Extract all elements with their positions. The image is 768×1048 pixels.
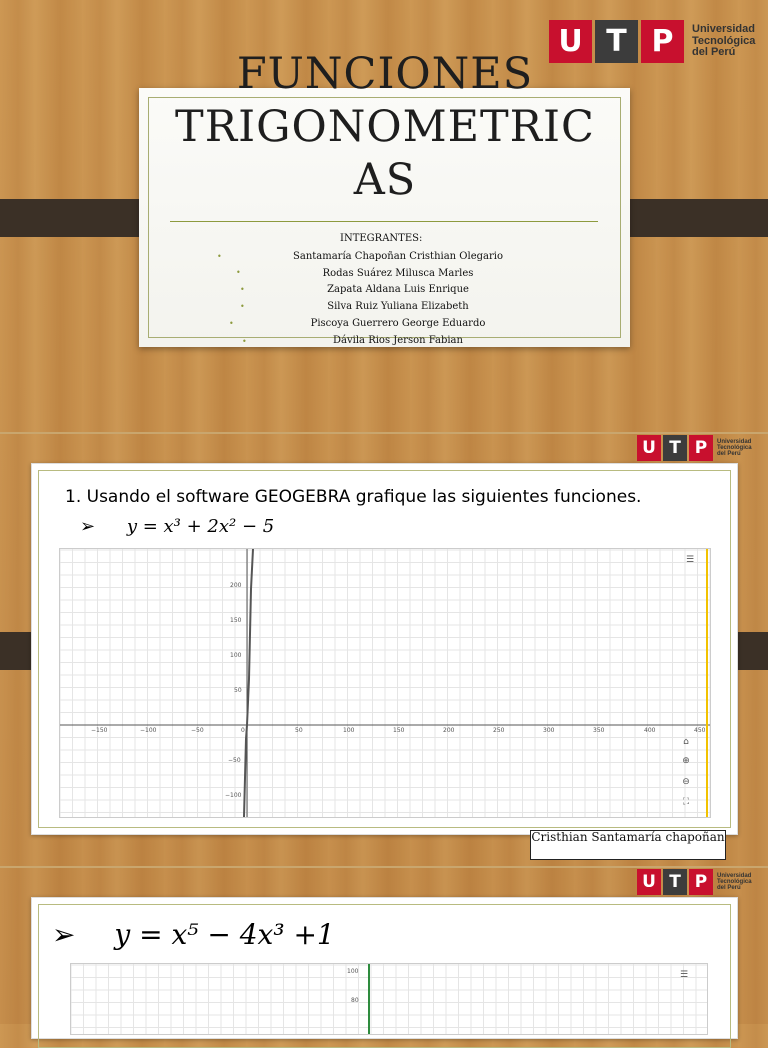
x-tick: −100 xyxy=(140,727,157,734)
y-tick: 100 xyxy=(347,968,359,975)
x-tick: 150 xyxy=(393,727,405,734)
utp-logo xyxy=(549,20,755,63)
logo-text: Universidad Tecnológica del Perú xyxy=(692,23,756,59)
member-1: Santamaría Chapoñan Cristhian Olegario xyxy=(293,251,503,262)
member-4: Silva Ruiz Yuliana Elizabeth xyxy=(327,301,469,312)
y-tick: −100 xyxy=(225,792,242,799)
x-tick: 450 xyxy=(694,727,706,734)
x-tick: 400 xyxy=(644,727,656,734)
menu-icon[interactable]: ☰ xyxy=(679,970,689,980)
author-label: Cristhian Santamaría chapoñan xyxy=(530,830,726,860)
member-6: Dávila Rios Jerson Fabian xyxy=(333,335,463,346)
member-5: Piscoya Guerrero George Eduardo xyxy=(310,318,486,329)
y-tick: 200 xyxy=(230,582,242,589)
bullet: • xyxy=(240,302,245,311)
bullet: • xyxy=(240,285,245,294)
slide-1 xyxy=(0,0,768,432)
member-3: Zapata Aldana Luis Enrique xyxy=(327,284,469,295)
x-tick: 0 xyxy=(241,727,245,734)
y-tick: 100 xyxy=(230,652,242,659)
bullet: • xyxy=(229,319,234,328)
x-tick: 350 xyxy=(593,727,605,734)
slide-title xyxy=(140,48,630,207)
logo-letter-p: P xyxy=(641,20,684,63)
home-icon[interactable]: ⌂ xyxy=(683,737,689,747)
geogebra-graph-2[interactable] xyxy=(70,963,708,1035)
title-divider xyxy=(170,221,598,222)
menu-icon[interactable]: ☰ xyxy=(685,555,695,565)
zoom-out-icon[interactable]: ⊖ xyxy=(682,777,690,787)
title-line-3: AS xyxy=(353,155,417,205)
y-tick: 80 xyxy=(351,997,359,1004)
zoom-in-icon[interactable]: ⊕ xyxy=(682,756,690,766)
x-tick: 200 xyxy=(443,727,455,734)
utp-logo: U T P Universidad Tecnológica del Perú xyxy=(637,869,752,895)
bullet: • xyxy=(236,268,241,277)
x-tick: 250 xyxy=(493,727,505,734)
bullet: • xyxy=(242,337,247,346)
y-tick: −50 xyxy=(228,757,241,764)
bullet: • xyxy=(217,252,222,261)
x-tick: 300 xyxy=(543,727,555,734)
formula-2: ➢ y = x⁵ − 4x³ +1 xyxy=(52,912,348,957)
title-line-1: FUNCIONES xyxy=(236,49,534,99)
logo-letter-u: U xyxy=(549,20,592,63)
y-tick: 150 xyxy=(230,617,242,624)
function-curve xyxy=(244,549,253,817)
integrantes-label: INTEGRANTES: xyxy=(340,233,423,244)
arrow-bullet-icon: ➢ xyxy=(52,918,76,951)
formula-1: ➢ y = x³ + 2x² − 5 xyxy=(80,512,320,542)
exercise-question: 1. Usando el software GEOGEBRA grafique las siguientes funciones. xyxy=(59,486,647,508)
x-tick: −50 xyxy=(191,727,204,734)
utp-logo: U T P Universidad Tecnológica del Perú xyxy=(637,435,752,461)
logo-letter-t: T xyxy=(595,20,638,63)
right-decor-bar xyxy=(613,199,768,237)
graph-canvas xyxy=(60,549,710,817)
title-line-2: TRIGONOMETRIC xyxy=(175,102,595,152)
member-2: Rodas Suárez Milusca Marles xyxy=(322,268,474,279)
x-tick: 50 xyxy=(295,727,303,734)
left-decor-bar xyxy=(0,199,155,237)
fullscreen-icon[interactable]: ⛶ xyxy=(682,797,690,807)
y-tick: 50 xyxy=(234,687,242,694)
arrow-bullet-icon: ➢ xyxy=(80,516,96,537)
x-tick: 100 xyxy=(343,727,355,734)
geogebra-graph[interactable] xyxy=(59,548,711,818)
x-tick: −150 xyxy=(91,727,108,734)
